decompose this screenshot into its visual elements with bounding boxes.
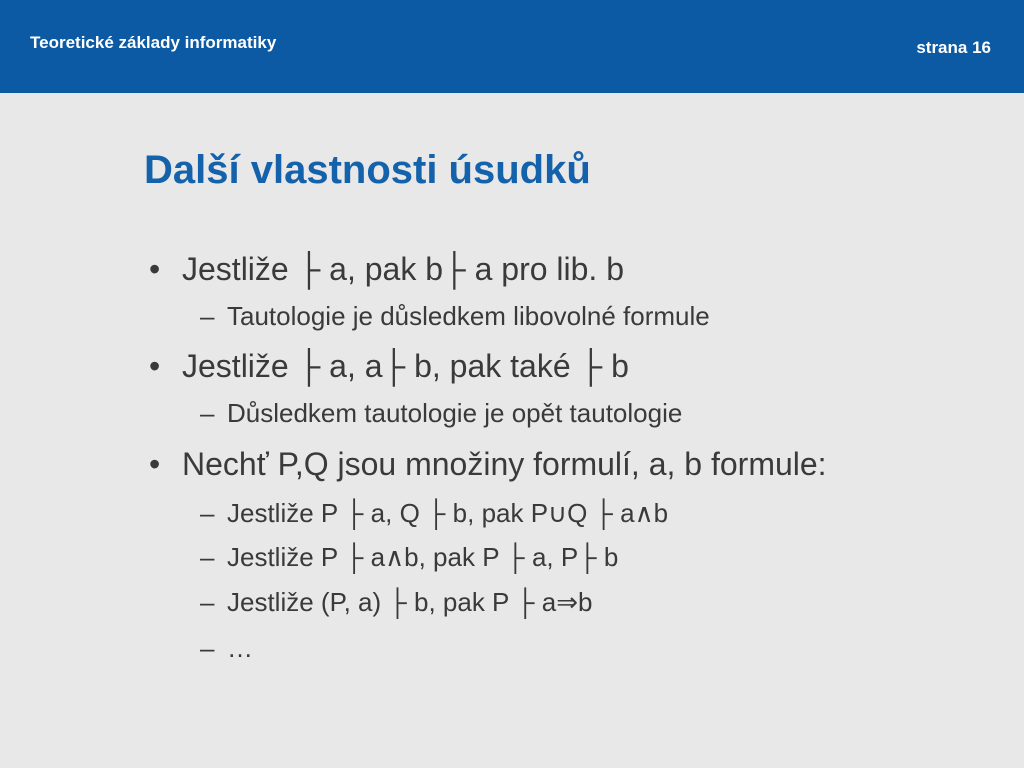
sub-bullet-marker: – [200,398,215,428]
bullet-item [149,251,624,288]
sub-bullet-text: Jestliže P ├ a, Q ├ b, pak P∪Q ├ a∧b [227,498,669,528]
sub-bullet-text: Jestliže (P, a) ├ b, pak P ├ a⇒b [227,587,593,617]
sub-bullet-text: Tautologie je důsledkem libovolné formule [227,301,710,331]
sub-bullet-item [200,301,710,332]
sub-bullet-text: … [227,633,253,663]
sub-bullet-item [200,633,253,664]
sub-bullet-item [200,398,683,429]
bullet-marker: • [149,348,161,384]
sub-bullet-item [200,498,669,529]
course-title: Teoretické základy informatiky [30,33,277,52]
page-number: strana 16 [916,38,991,57]
sub-bullet-text: Důsledkem tautologie je opět tautologie [227,398,683,428]
bullet-item [149,348,629,385]
bullet-marker: • [149,251,161,287]
slide-title: Další vlastnosti úsudků [144,148,591,192]
bullet-item [149,446,827,483]
sub-bullet-item [200,587,593,618]
sub-bullet-marker: – [200,542,215,572]
sub-bullet-marker: – [200,498,215,528]
sub-bullet-marker: – [200,587,215,617]
bullet-text: Nechť P,Q jsou množiny formulí, a, b formule: [182,446,827,482]
bullet-text: Jestliže ├ a, pak b├ a pro lib. b [182,251,624,287]
sub-bullet-marker: – [200,301,215,331]
sub-bullet-text: Jestliže P ├ a∧b, pak P ├ a, P├ b [227,542,619,572]
sub-bullet-marker: – [200,633,215,663]
bullet-text: Jestliže ├ a, a├ b, pak také ├ b [182,348,629,384]
bullet-marker: • [149,446,161,482]
sub-bullet-item [200,542,619,573]
